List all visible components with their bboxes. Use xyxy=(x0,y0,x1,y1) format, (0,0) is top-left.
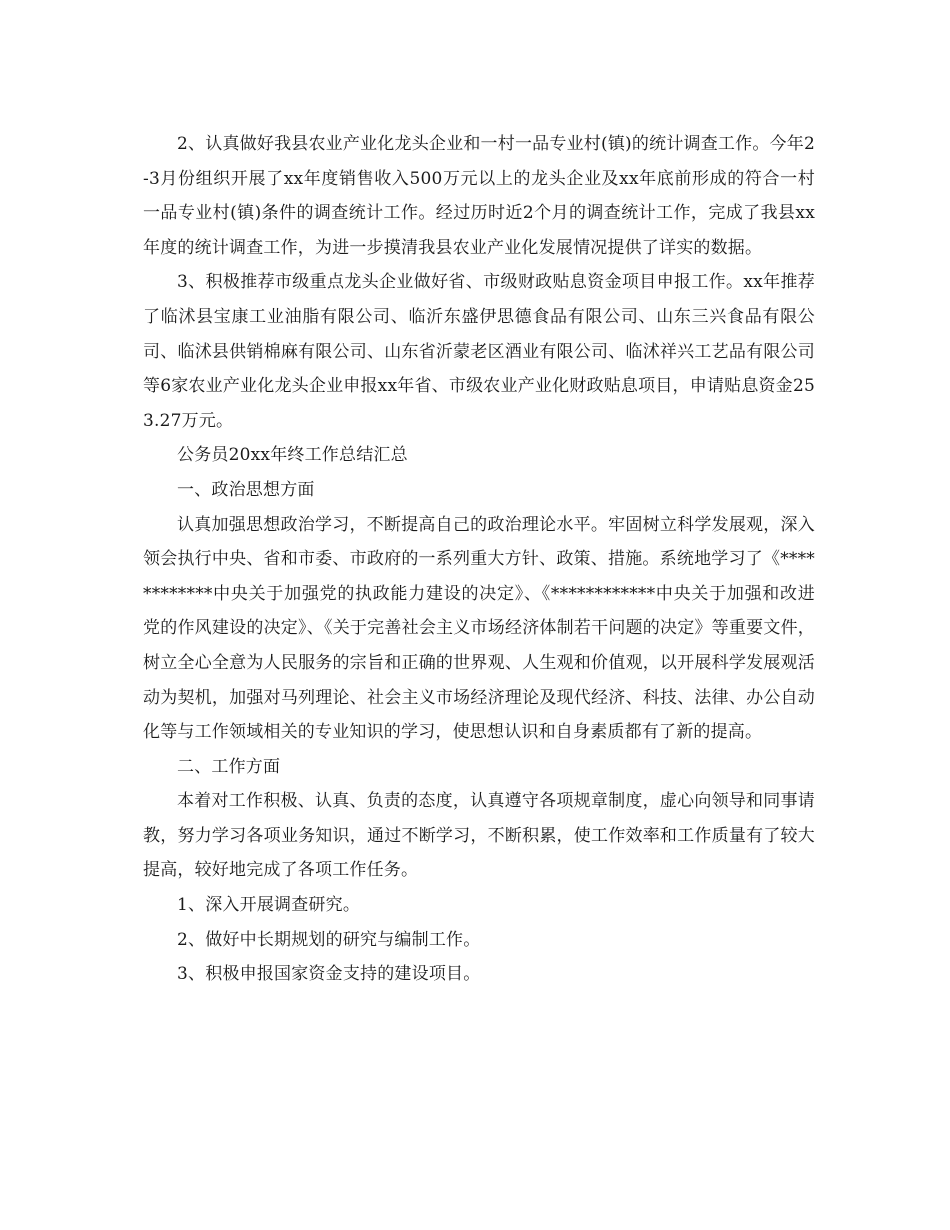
paragraph-political-study: 认真加强思想政治学习，不断提高自己的政治理论水平。牢固树立科学发展观，深入领会执行中央、省和市委、市政府的一系列重大方针、政策、措施。系统地学习了《************中央关于加强党的执政能力建设的决定》、《************中央关于加强和改进党的作风建设的决定》、《关于完善社会主义市场经济体制若干问题的决定》等重要文件，树立全心全意为人民服务的宗旨和正确的世界观、人生观和价值观，以开展科学发展观活动为契机，加强对马列理论、社会主义市场经济理论及现代经济、科技、法律、办公自动化等与工作领域相关的专业知识的学习，使思想认识和自身素质都有了新的提高。 xyxy=(143,514,815,743)
document-body xyxy=(143,127,815,992)
heading-work: 二、工作方面 xyxy=(177,756,281,777)
paragraph-work-attitude: 本着对工作积极、认真、负责的态度，认真遵守各项规章制度，虚心向领导和同事请教，努力学习各项业务知识，通过不断学习，不断积累，使工作效率和工作质量有了较大提高，较好地完成了各项工作任务。 xyxy=(143,791,815,881)
paragraph-stats-survey: 2、认真做好我县农业产业化龙头企业和一村一品专业村(镇)的统计调查工作。今年2-3月份组织开展了xx年度销售收入500万元以上的龙头企业及xx年底前形成的符合一村一品专业村(镇)条件的调查统计工作。经过历时近2个月的调查统计工作，完成了我县xx年度的统计调查工作，为进一步摸清我县农业产业化发展情况提供了详实的数据。 xyxy=(143,134,815,258)
paragraph-subsidy-projects: 3、积极推荐市级重点龙头企业做好省、市级财政贴息资金项目申报工作。xx年推荐了临沭县宝康工业油脂有限公司、临沂东盛伊思德食品有限公司、山东三兴食品有限公司、临沭县供销棉麻有限公司、山东省沂蒙老区酒业有限公司、临沭祥兴工艺品有限公司等6家农业产业化龙头企业申报xx年省、市级农业产业化财政贴息项目，申请贴息资金253.27万元。 xyxy=(143,272,815,431)
heading-political-thought: 一、政治思想方面 xyxy=(177,479,315,500)
list-item-projects: 3、积极申报国家资金支持的建设项目。 xyxy=(177,964,481,985)
list-item-research: 1、深入开展调查研究。 xyxy=(177,895,361,916)
section-title: 公务员20xx年终工作总结汇总 xyxy=(177,445,408,466)
list-item-planning: 2、做好中长期规划的研究与编制工作。 xyxy=(177,929,481,950)
